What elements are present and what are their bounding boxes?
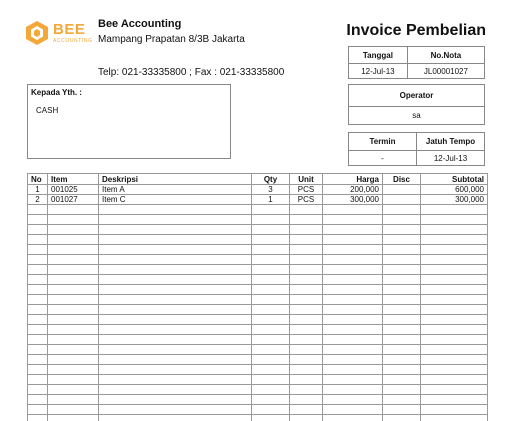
cell-qty [252, 325, 290, 335]
col-header-item: Item [48, 174, 99, 185]
cell-subtotal [421, 315, 488, 325]
cell-qty [252, 215, 290, 225]
cell-item [48, 255, 99, 265]
nonota-value: JL00001027 [407, 64, 484, 79]
cell-subtotal [421, 305, 488, 315]
cell-disc [383, 385, 421, 395]
cell-harga [323, 305, 383, 315]
cell-item [48, 305, 99, 315]
cell-unit [290, 285, 323, 295]
empty-table-row [28, 365, 488, 375]
empty-table-row [28, 345, 488, 355]
cell-qty [252, 405, 290, 415]
customer-label: Kepada Yth. : [31, 88, 82, 97]
cell-disc [383, 335, 421, 345]
cell-qty [252, 395, 290, 405]
cell-deskripsi [99, 415, 252, 421]
empty-table-row [28, 355, 488, 365]
cell-no [28, 225, 48, 235]
cell-item [48, 355, 99, 365]
cell-subtotal [421, 395, 488, 405]
cell-unit [290, 405, 323, 415]
cell-disc [383, 185, 421, 195]
cell-qty [252, 235, 290, 245]
cell-deskripsi: Item C [99, 195, 252, 205]
empty-table-row [28, 305, 488, 315]
company-phone: Telp: 021-33335800 ; Fax : 021-33335800 [98, 67, 285, 78]
cell-harga [323, 245, 383, 255]
cell-deskripsi [99, 255, 252, 265]
cell-no [28, 385, 48, 395]
cell-disc [383, 355, 421, 365]
cell-harga [323, 335, 383, 345]
empty-table-row [28, 335, 488, 345]
date-number-box [348, 46, 485, 79]
cell-item [48, 225, 99, 235]
cell-subtotal [421, 205, 488, 215]
cell-item [48, 215, 99, 225]
operator-box [348, 84, 485, 125]
cell-item [48, 415, 99, 421]
col-header-harga: Harga [323, 174, 383, 185]
cell-deskripsi [99, 375, 252, 385]
cell-deskripsi [99, 355, 252, 365]
cell-disc [383, 365, 421, 375]
cell-qty [252, 305, 290, 315]
cell-no [28, 285, 48, 295]
cell-harga: 200,000 [323, 185, 383, 195]
cell-subtotal [421, 365, 488, 375]
cell-deskripsi [99, 315, 252, 325]
cell-disc [383, 205, 421, 215]
cell-no [28, 205, 48, 215]
cell-harga [323, 325, 383, 335]
cell-item: 001027 [48, 195, 99, 205]
empty-table-row [28, 285, 488, 295]
cell-no [28, 315, 48, 325]
cell-unit [290, 215, 323, 225]
col-header-subtotal: Subtotal [421, 174, 488, 185]
empty-table-row [28, 325, 488, 335]
cell-item [48, 315, 99, 325]
tanggal-label: Tanggal [349, 47, 408, 64]
cell-subtotal [421, 375, 488, 385]
cell-harga [323, 255, 383, 265]
empty-table-row [28, 205, 488, 215]
items-header-row [28, 174, 488, 185]
cell-disc [383, 255, 421, 265]
cell-harga [323, 295, 383, 305]
cell-item [48, 295, 99, 305]
cell-deskripsi: Item A [99, 185, 252, 195]
empty-table-row [28, 385, 488, 395]
cell-no [28, 405, 48, 415]
empty-table-row [28, 245, 488, 255]
cell-unit [290, 325, 323, 335]
cell-harga [323, 315, 383, 325]
col-header-deskripsi: Deskripsi [99, 174, 252, 185]
cell-subtotal [421, 225, 488, 235]
cell-deskripsi [99, 345, 252, 355]
cell-harga [323, 285, 383, 295]
cell-item [48, 265, 99, 275]
cell-disc [383, 225, 421, 235]
cell-subtotal [421, 255, 488, 265]
cell-subtotal [421, 345, 488, 355]
cell-qty [252, 365, 290, 375]
cell-no [28, 375, 48, 385]
cell-no [28, 235, 48, 245]
cell-item: 001025 [48, 185, 99, 195]
cell-item [48, 205, 99, 215]
cell-qty [252, 255, 290, 265]
col-header-disc: Disc [383, 174, 421, 185]
cell-unit [290, 375, 323, 385]
empty-table-row [28, 405, 488, 415]
cell-harga: 300,000 [323, 195, 383, 205]
empty-table-row [28, 295, 488, 305]
cell-qty [252, 335, 290, 345]
cell-harga [323, 365, 383, 375]
cell-item [48, 325, 99, 335]
cell-harga [323, 235, 383, 245]
cell-subtotal [421, 295, 488, 305]
company-address: Mampang Prapatan 8/3B Jakarta [98, 34, 245, 45]
logo-subtitle: ACCOUNTING [53, 38, 93, 44]
cell-unit [290, 265, 323, 275]
empty-table-row [28, 415, 488, 421]
termin-label: Termin [349, 133, 417, 151]
cell-subtotal [421, 385, 488, 395]
cell-harga [323, 215, 383, 225]
cell-qty [252, 265, 290, 275]
cell-unit [290, 225, 323, 235]
bee-logo-icon [24, 20, 50, 46]
cell-unit [290, 235, 323, 245]
cell-unit [290, 305, 323, 315]
cell-deskripsi [99, 305, 252, 315]
cell-disc [383, 395, 421, 405]
cell-disc [383, 195, 421, 205]
cell-qty [252, 295, 290, 305]
cell-no [28, 395, 48, 405]
cell-deskripsi [99, 335, 252, 345]
empty-table-row [28, 225, 488, 235]
cell-item [48, 375, 99, 385]
cell-deskripsi [99, 265, 252, 275]
operator-label: Operator [349, 85, 485, 107]
cell-disc [383, 375, 421, 385]
cell-qty [252, 205, 290, 215]
jatuh-tempo-label: Jatuh Tempo [417, 133, 485, 151]
cell-harga [323, 275, 383, 285]
operator-value: sa [349, 107, 485, 125]
empty-table-row [28, 315, 488, 325]
empty-table-row [28, 215, 488, 225]
cell-disc [383, 315, 421, 325]
cell-harga [323, 385, 383, 395]
cell-qty [252, 285, 290, 295]
cell-subtotal [421, 265, 488, 275]
cell-harga [323, 415, 383, 421]
cell-harga [323, 345, 383, 355]
cell-qty [252, 415, 290, 421]
cell-deskripsi [99, 245, 252, 255]
cell-unit: PCS [290, 185, 323, 195]
cell-deskripsi [99, 295, 252, 305]
logo-word: BEE [53, 21, 86, 38]
cell-no [28, 365, 48, 375]
cell-disc [383, 415, 421, 421]
cell-deskripsi [99, 405, 252, 415]
cell-subtotal: 300,000 [421, 195, 488, 205]
company-name: Bee Accounting [98, 18, 182, 30]
cell-no [28, 255, 48, 265]
cell-deskripsi [99, 325, 252, 335]
col-header-unit: Unit [290, 174, 323, 185]
cell-disc [383, 265, 421, 275]
cell-item [48, 365, 99, 375]
cell-unit [290, 395, 323, 405]
cell-qty [252, 355, 290, 365]
cell-harga [323, 265, 383, 275]
col-header-qty: Qty [252, 174, 290, 185]
cell-harga [323, 355, 383, 365]
cell-item [48, 345, 99, 355]
cell-unit [290, 415, 323, 421]
items-body [28, 185, 488, 421]
cell-disc [383, 235, 421, 245]
customer-name: CASH [36, 106, 59, 115]
cell-item [48, 385, 99, 395]
cell-deskripsi [99, 395, 252, 405]
cell-deskripsi [99, 365, 252, 375]
cell-deskripsi [99, 205, 252, 215]
cell-deskripsi [99, 235, 252, 245]
cell-item [48, 395, 99, 405]
empty-table-row [28, 265, 488, 275]
cell-no [28, 305, 48, 315]
empty-table-row [28, 375, 488, 385]
cell-deskripsi [99, 215, 252, 225]
cell-item [48, 235, 99, 245]
cell-no [28, 295, 48, 305]
cell-item [48, 245, 99, 255]
cell-qty [252, 315, 290, 325]
items-table [27, 173, 488, 421]
cell-item [48, 405, 99, 415]
tanggal-value: 12-Jul-13 [349, 64, 408, 79]
cell-unit [290, 315, 323, 325]
cell-subtotal [421, 325, 488, 335]
cell-harga [323, 395, 383, 405]
document-title: Invoice Pembelian [346, 22, 486, 39]
cell-qty [252, 275, 290, 285]
cell-harga [323, 225, 383, 235]
cell-deskripsi [99, 275, 252, 285]
cell-no [28, 325, 48, 335]
table-row [28, 185, 488, 195]
cell-no [28, 415, 48, 421]
cell-disc [383, 275, 421, 285]
termin-value: - [349, 151, 417, 166]
cell-no [28, 335, 48, 345]
cell-harga [323, 405, 383, 415]
cell-qty [252, 245, 290, 255]
cell-unit [290, 355, 323, 365]
empty-table-row [28, 275, 488, 285]
cell-subtotal [421, 335, 488, 345]
cell-no: 1 [28, 185, 48, 195]
cell-unit: PCS [290, 195, 323, 205]
cell-unit [290, 345, 323, 355]
nonota-label: No.Nota [407, 47, 484, 64]
cell-no [28, 275, 48, 285]
cell-subtotal [421, 285, 488, 295]
empty-table-row [28, 255, 488, 265]
cell-qty [252, 345, 290, 355]
jatuh-tempo-value: 12-Jul-13 [417, 151, 485, 166]
cell-no [28, 215, 48, 225]
cell-item [48, 285, 99, 295]
cell-harga [323, 375, 383, 385]
cell-unit [290, 365, 323, 375]
cell-unit [290, 245, 323, 255]
company-logo [24, 20, 94, 46]
empty-table-row [28, 235, 488, 245]
cell-disc [383, 295, 421, 305]
cell-qty [252, 385, 290, 395]
cell-subtotal [421, 415, 488, 421]
cell-disc [383, 325, 421, 335]
cell-harga [323, 205, 383, 215]
cell-unit [290, 295, 323, 305]
cell-deskripsi [99, 285, 252, 295]
cell-no [28, 245, 48, 255]
cell-no [28, 355, 48, 365]
cell-subtotal [421, 355, 488, 365]
cell-disc [383, 245, 421, 255]
cell-deskripsi [99, 225, 252, 235]
cell-qty [252, 375, 290, 385]
cell-disc [383, 405, 421, 415]
cell-subtotal [421, 405, 488, 415]
cell-deskripsi [99, 385, 252, 395]
cell-disc [383, 215, 421, 225]
cell-no: 2 [28, 195, 48, 205]
table-row [28, 195, 488, 205]
cell-disc [383, 305, 421, 315]
cell-subtotal [421, 235, 488, 245]
cell-subtotal: 600,000 [421, 185, 488, 195]
cell-no [28, 345, 48, 355]
cell-disc [383, 345, 421, 355]
cell-subtotal [421, 215, 488, 225]
empty-table-row [28, 395, 488, 405]
cell-unit [290, 385, 323, 395]
cell-unit [290, 275, 323, 285]
cell-item [48, 335, 99, 345]
cell-no [28, 265, 48, 275]
cell-subtotal [421, 245, 488, 255]
cell-unit [290, 335, 323, 345]
customer-box [27, 84, 231, 159]
cell-disc [383, 285, 421, 295]
payment-terms-box [348, 132, 485, 166]
cell-qty: 3 [252, 185, 290, 195]
cell-subtotal [421, 275, 488, 285]
col-header-no: No [28, 174, 48, 185]
cell-unit [290, 255, 323, 265]
cell-qty [252, 225, 290, 235]
cell-qty: 1 [252, 195, 290, 205]
cell-item [48, 275, 99, 285]
cell-unit [290, 205, 323, 215]
